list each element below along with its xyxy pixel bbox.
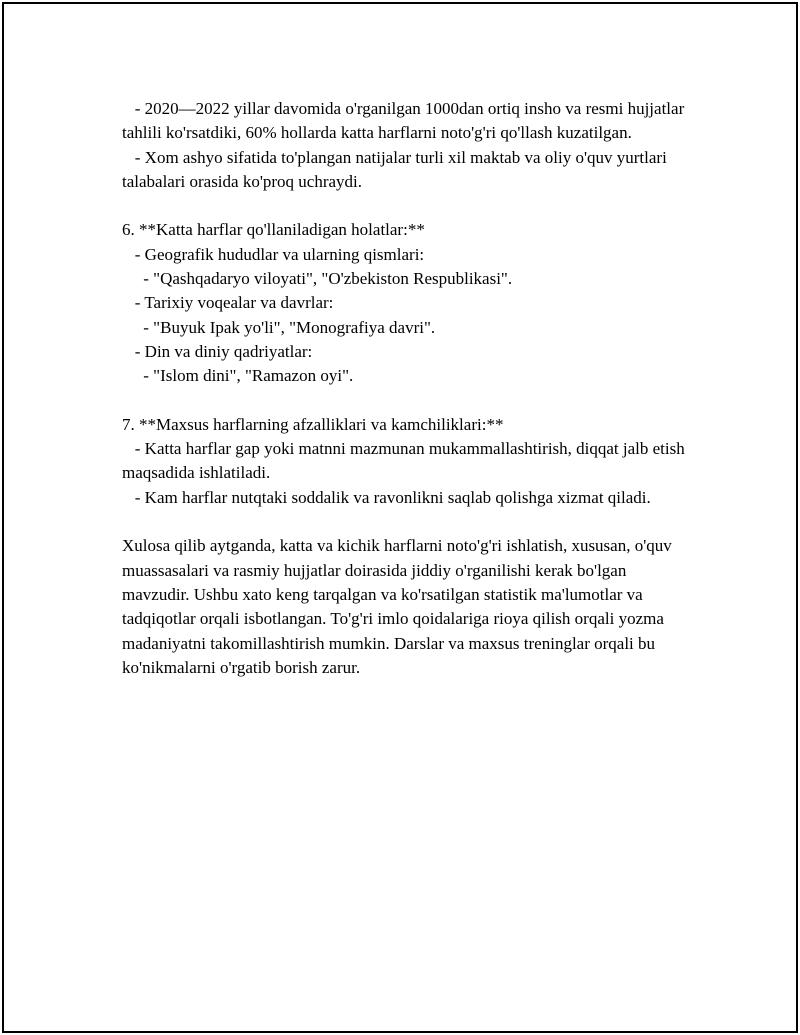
section-6-line: - Tarixiy voqealar va davrlar: xyxy=(122,293,334,313)
section-6-line: - "Buyuk Ipak yo'li", "Monografiya davri". xyxy=(122,317,436,337)
section-7-item: - Katta harflar gap yoki matnni mazmunan mukammallashtirish, diqqat jalb etish maqsadida ishlatiladi. xyxy=(122,439,689,483)
section-6-line: - Din va diniy qadriyatlar: xyxy=(122,341,313,361)
section-7-item: - Kam harflar nutqtaki soddalik va ravonlikni saqlab qolishga xizmat qiladi. xyxy=(122,487,651,507)
paragraph-gap xyxy=(122,389,692,413)
document-body xyxy=(122,97,692,680)
section-7-heading: 7. **Maxsus harflarning afzalliklari va kamchiliklari:** xyxy=(122,414,504,434)
paragraph-gap xyxy=(122,194,692,218)
section-6-heading: 6. **Katta harflar qo'llaniladigan holatlar:** xyxy=(122,220,425,240)
document-page xyxy=(2,2,798,1033)
section-6-line: - Geografik hududlar va ularning qismlari: xyxy=(122,244,425,264)
conclusion-paragraph: Xulosa qilib aytganda, katta va kichik harflarni noto'g'ri ishlatish, xususan, o'quv muassasalari va rasmiy hujjatlar doirasida jiddiy o'rganilishi kerak bo'lgan mavzudir. Ushbu xato keng tarqalgan va ko'rsatilgan statistik ma'lumotlar va tadqiqotlar orqali isbotlangan. To'g'ri imlo qoidalariga rioya qilish orqali yozma madaniyatni takomillashtirish mumkin. Darslar va maxsus treninglar orqali bu ko'nikmalarni o'rgatib borish zarur. xyxy=(122,536,677,677)
intro-item: - 2020—2022 yillar davomida o'rganilgan 1000dan ortiq insho va resmi hujjatlar tahlili ko'rsatdiki, 60% hollarda katta harflarni noto'g'ri qo'llash kuzatilgan. xyxy=(122,99,689,143)
intro-item: - Xom ashyo sifatida to'plangan natijalar turli xil maktab va oliy o'quv yurtlari talabalari orasida ko'proq uchraydi. xyxy=(122,147,672,191)
section-6-line: - "Qashqadaryo viloyati", "O'zbekiston Respublikasi". xyxy=(122,269,513,289)
section-6-line: - "Islom dini", "Ramazon oyi". xyxy=(122,366,354,386)
paragraph-gap xyxy=(122,510,692,534)
